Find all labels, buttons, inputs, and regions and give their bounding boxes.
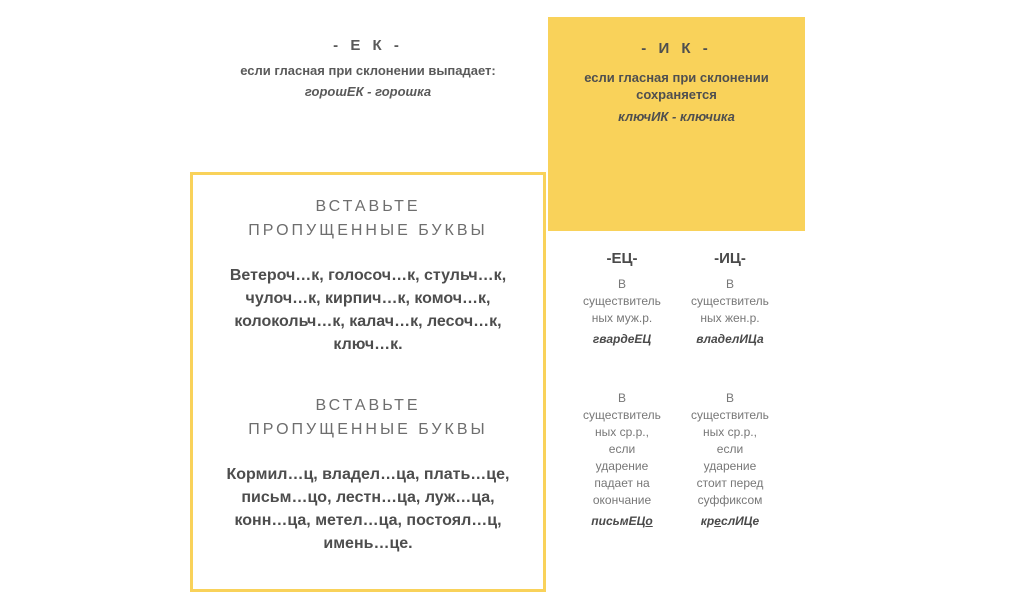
ec-rule2-line: падает на (594, 476, 650, 490)
exercise1-line: чулоч…к, кирпич…к, комоч…к, (245, 290, 491, 307)
ik-rule-text: если гласная при склонении сохраняется (584, 70, 769, 102)
ec-rule2-line: ных ср.р., (595, 425, 649, 439)
exercise2-heading-line2: ПРОПУЩЕННЫЕ БУКВЫ (248, 421, 488, 438)
ic-example2-part: слИЦе (721, 514, 760, 528)
exercise1-words (203, 264, 533, 356)
exercise2-heading-line1: ВСТАВЬТЕ (315, 397, 421, 414)
ic-rule2-line: стоит перед (696, 476, 764, 490)
ic-rule2-line: если (716, 442, 744, 456)
ek-title: - Е К - (333, 37, 403, 54)
ic-rule1-line: В (725, 277, 734, 291)
ic-rule1 (680, 276, 780, 348)
ec-example1: гвардеЕЦ (592, 332, 652, 346)
ic-example1: владелИЦа (696, 332, 764, 346)
ic-title: -ИЦ- (714, 250, 746, 267)
ec-rule1-line: существитель (583, 294, 661, 308)
ic-rule2-line: В (725, 391, 734, 405)
ec-example2 (572, 513, 672, 530)
ek-example: горошЕК - горошка (304, 84, 432, 99)
ec-example2-part: письмЕЦ (591, 514, 646, 528)
exercise1-heading-line1: ВСТАВЬТЕ (315, 198, 421, 215)
ic-rule2 (680, 390, 780, 530)
ec-rule2-line: окончание (592, 493, 652, 507)
exercise2-line: конн…ца, метел…ца, постоял…ц, (234, 512, 502, 529)
exercise2-line: письм…цо, лестн…ца, луж…ца, (241, 489, 495, 506)
ec-rule1-line: В (617, 277, 626, 291)
ic-rule1-line: существитель (691, 294, 769, 308)
ec-rule2 (572, 390, 672, 530)
ic-rule2-line: ударение (703, 459, 757, 473)
exercise2-line: имень…це. (323, 535, 413, 552)
ic-rule2-line: ных ср.р., (703, 425, 757, 439)
exercise1-line: ключ…к. (333, 336, 403, 353)
exercise1-heading (193, 195, 543, 243)
exercise2-heading (193, 394, 543, 442)
ek-rule-text: если гласная при склонении выпадает: (240, 63, 496, 78)
ic-example2 (680, 513, 780, 530)
exercise2-words (203, 463, 533, 555)
exercise1-line: Ветероч…к, голосоч…к, стульч…к, (229, 267, 507, 284)
exercise1-heading-line2: ПРОПУЩЕННЫЕ БУКВЫ (248, 222, 488, 239)
ec-rule1 (572, 276, 672, 348)
ik-example: ключИК - ключика (618, 109, 735, 124)
ic-rule1-line: ных жен.р. (700, 311, 760, 325)
ec-rule1-line: ных муж.р. (591, 311, 653, 325)
ik-title: - И К - (641, 40, 712, 57)
ic-example2-part: кр (700, 514, 715, 528)
ic-rule2-line: существитель (691, 408, 769, 422)
ec-rule2-line: В (617, 391, 626, 405)
ec-rule2-line: ударение (595, 459, 649, 473)
ic-example2-stressed: е (714, 514, 722, 528)
ec-example2-stressed: о (645, 514, 653, 528)
exercise1-line: колокольч…к, калач…к, лесоч…к, (234, 313, 502, 330)
ec-title: -ЕЦ- (606, 250, 638, 267)
exercise2-line: Кормил…ц, владел…ца, плать…це, (226, 466, 510, 483)
ec-rule2-line: существитель (583, 408, 661, 422)
ek-rule-block (190, 36, 546, 102)
ec-rule2-line: если (608, 442, 636, 456)
ic-rule2-line: суффиксом (697, 493, 763, 507)
ik-rule-box (548, 17, 805, 231)
